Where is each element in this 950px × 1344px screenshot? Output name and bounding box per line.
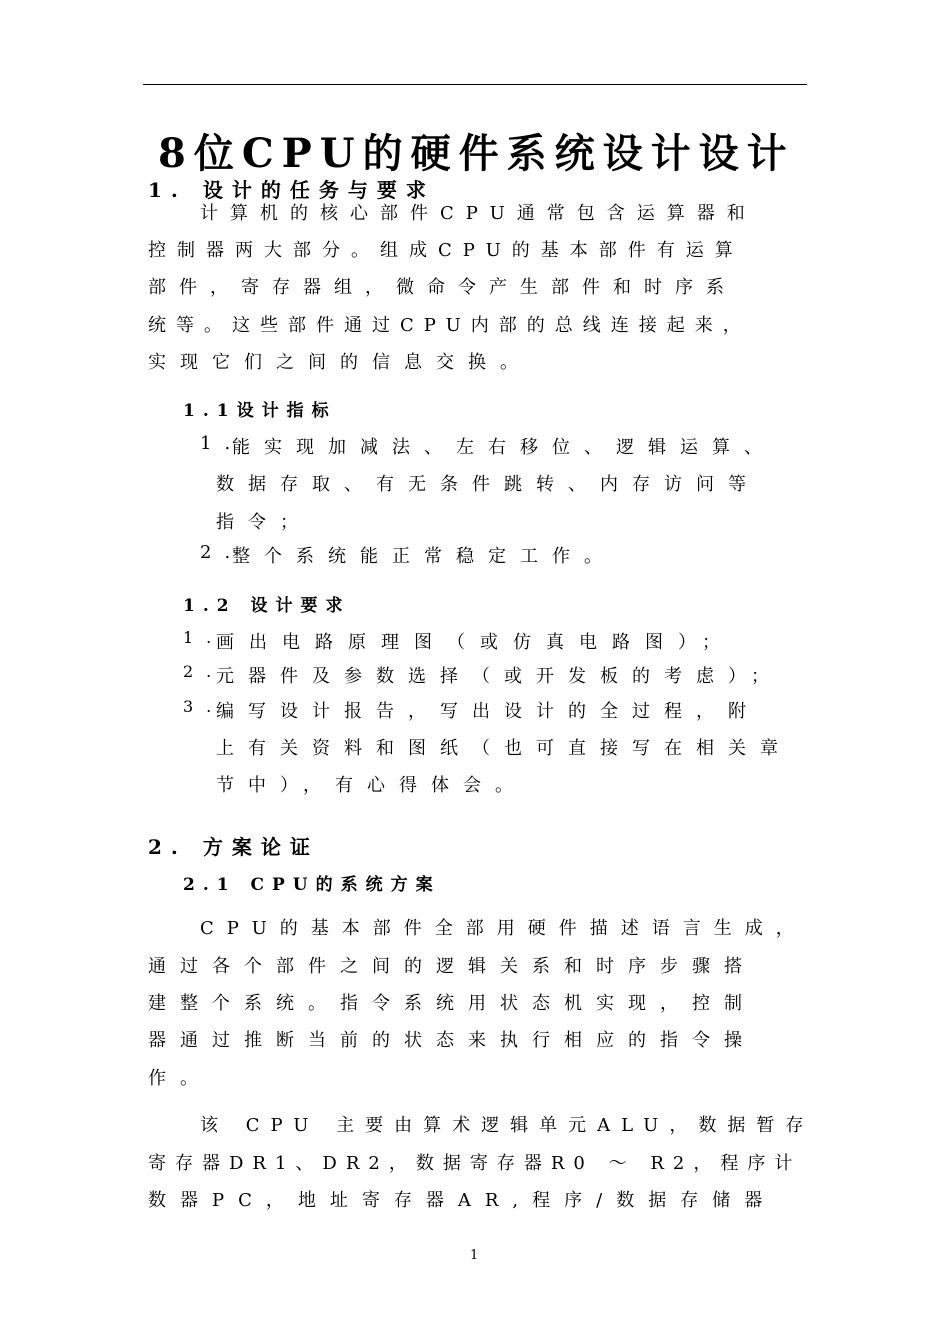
paragraph-line: 器通过推断当前的状态来执行相应的指令操 (148, 1030, 756, 1051)
paragraph-line: 建整个系统。指令系统用状态机实现，控制 (148, 993, 756, 1014)
section-2-heading: 2. 方案论证 (148, 835, 319, 859)
paragraph-line: 数器PC，地址寄存器AR,程序/数据存储器 (148, 1190, 777, 1211)
list-number: 1. (183, 628, 225, 647)
list-item-line: 节中），有心得体会。 (216, 775, 527, 796)
list-item-line: 元器件及参数选择（或开发板的考虑）； (216, 666, 783, 687)
header-rule (143, 84, 807, 85)
intro-line-1: 计算机的核心部件CPU通常包含运算器和 (200, 203, 757, 224)
section-1-heading: 1. 设计的任务与要求 (148, 178, 435, 202)
intro-line-4: 统等。这些部件通过CPU内部的总线连接起来， (148, 315, 751, 336)
intro-line-5: 实现它们之间的信息交换。 (148, 352, 532, 373)
paragraph-line: CPU的基本部件全部用硬件描述语言生成， (200, 918, 807, 939)
list-number: 3. (183, 697, 225, 716)
list-number: 2. (183, 662, 225, 681)
list-item-line: 整个系统能正常稳定工作。 (232, 546, 616, 567)
list-item-line: 画出电路原理图（或仿真电路图）； (216, 632, 735, 653)
document-title: 8位CPU的硬件系统设计设计 (158, 130, 795, 177)
list-number: 2. (200, 542, 244, 563)
subsection-1-2-heading: 1.2 设计要求 (183, 596, 351, 616)
list-item-line: 指令； (216, 512, 312, 533)
paragraph-line: 作。 (148, 1068, 212, 1089)
intro-line-3: 部件，寄存器组，微命令产生部件和时序系 (148, 277, 737, 298)
paragraph-line: 通过各个部件之间的逻辑关系和时序步骤搭 (148, 956, 756, 977)
list-item-line: 数据存取、有无条件跳转、内存访问等 (216, 474, 760, 495)
list-number: 1. (200, 433, 244, 454)
subsection-2-1-heading: 2.1 CPU的系统方案 (183, 875, 441, 895)
list-item-line: 能实现加减法、左右移位、逻辑运算、 (232, 437, 776, 458)
subsection-1-1-heading: 1.1设计指标 (183, 401, 337, 421)
paragraph-line: 该 CPU 主要由算术逻辑单元ALU，数据暂存 (200, 1115, 815, 1136)
intro-line-2: 控制器两大部分。组成CPU的基本部件有运算 (148, 240, 744, 261)
paragraph-line: 寄存器DR1、DR2，数据寄存器R0 ～ R2，程序计 (148, 1153, 802, 1174)
list-item-line: 上有关资料和图纸（也可直接写在相关章 (216, 738, 792, 759)
list-item-line: 编写设计报告，写出设计的全过程，附 (216, 701, 760, 722)
page-number: 1 (470, 1248, 479, 1263)
